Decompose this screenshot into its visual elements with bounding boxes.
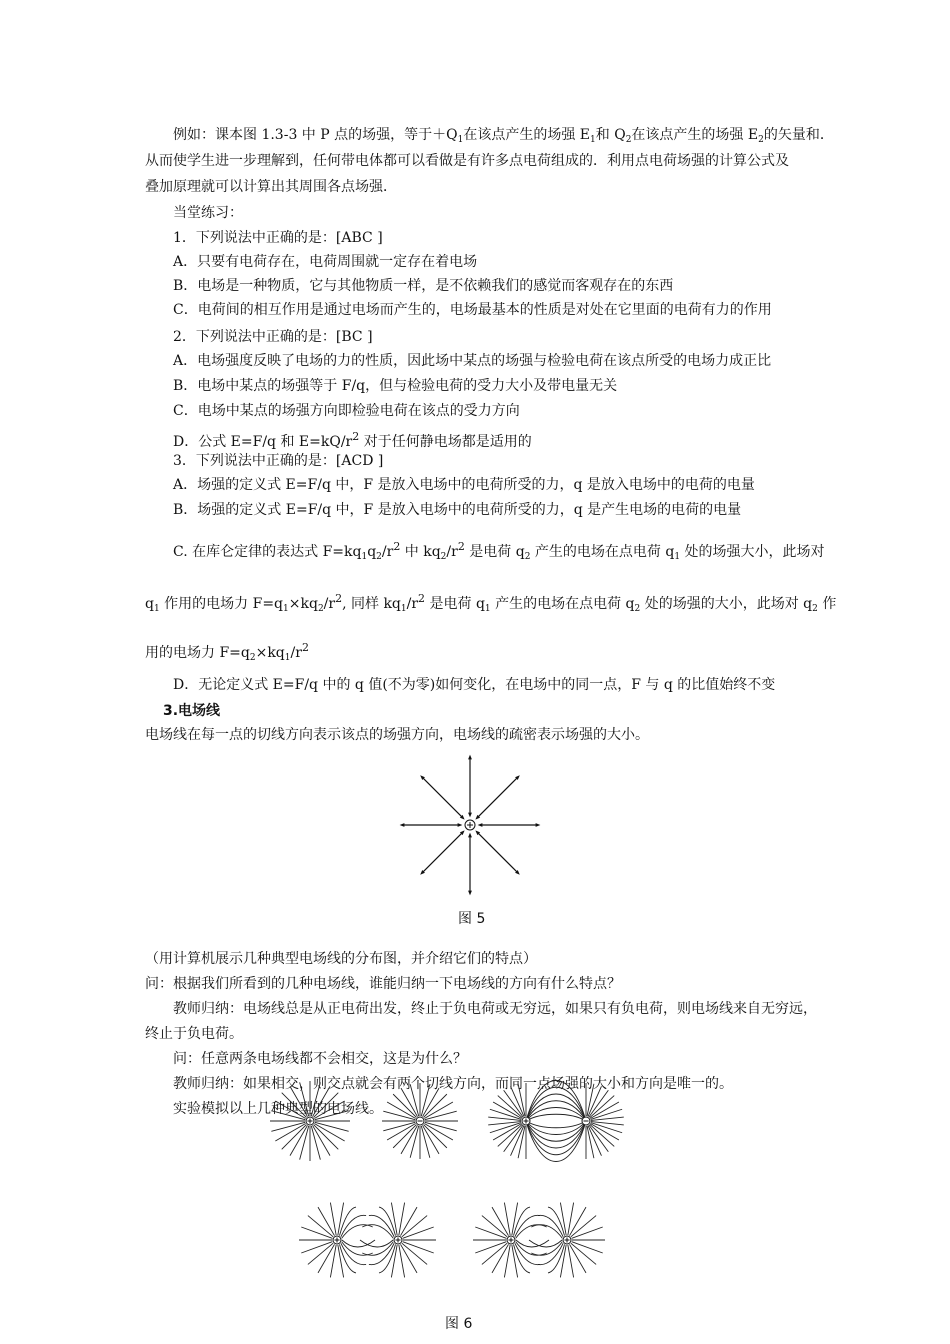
question-3: 3．下列说法中正确的是：[ACD ]: [173, 453, 384, 469]
figure-5-caption: 图 5: [458, 911, 486, 927]
field-line: [282, 1125, 307, 1150]
field-line: [314, 1093, 339, 1118]
discussion-answer-2: 教师归纳：如果相交，则交点就会有两个切线方向，而同一点场强的大小和方向是唯一的。: [173, 1076, 733, 1092]
field-line: [515, 1215, 540, 1236]
question-3-option-a: A．场强的定义式 E=F/q 中，F 是放入电场中的电荷所受的力，q 是放入电场中的电荷的电量: [173, 477, 755, 493]
field-line: [282, 1093, 307, 1118]
question-3-option-d: D．无论定义式 E=F/q 中的 q 值(不为零)如何变化，在电场中的同一点，F 与 q 的比值始终不变: [173, 677, 776, 693]
question-1-option-b: B．电场是一种物质，它与其他物质一样，是不依赖我们的感觉而客观存在的东西: [173, 278, 674, 294]
figure-6-caption: 图 6: [445, 1316, 473, 1332]
section-description: 电场线在每一点的切线方向表示该点的场强方向，电场线的疏密表示场强的大小。: [145, 727, 649, 743]
question-3-option-b: B．场强的定义式 E=F/q 中，F 是放入电场中的电荷所受的力，q 是产生电场的电荷的电量: [173, 502, 742, 518]
field-line: [526, 1114, 586, 1121]
discussion-answer-1: 教师归纳：电场线总是从正电荷出发，终止于负电荷或无穷远，如果只有负电荷，则电场线来自无穷远，: [173, 1001, 817, 1017]
question-2-option-b: B．电场中某点的场强等于 F/q，但与检验电荷的受力大小及带电量无关: [173, 378, 618, 394]
field-line: [529, 1240, 562, 1247]
field-line: [526, 1121, 586, 1128]
practice-heading: 当堂练习：: [173, 205, 243, 221]
field-line: [424, 1094, 447, 1117]
field-line: [538, 1215, 563, 1236]
para1-line3: 叠加原理就可以计算出其周围各点场强．: [145, 179, 397, 195]
section-heading: 3.电场线: [163, 703, 221, 719]
para1-line2: 从而使学生进一步理解到，任何带电体都可以看做是有许多点电荷组成的．利用点电荷场强的计算公式及: [145, 153, 789, 169]
question-1-option-a: A．只要有电荷存在，电荷周围就一定存在着电场: [173, 254, 478, 270]
discussion-answer-1-cont: 终止于负电荷。: [145, 1026, 243, 1042]
para1-line1: 例如：课本图 1.3-3 中 P 点的场强，等于$+Q_1$在该点产生的场强 $E_1$和 $Q_2$在该点产生的场强 $E_2$的矢量和．: [173, 127, 834, 145]
field-line: [526, 1121, 586, 1155]
discussion-question-2: 问：任意两条电场线都不会相交，这是为什么？: [173, 1051, 467, 1067]
question-2: 2．下列说法中正确的是：[BC ]: [173, 329, 373, 345]
field-line: [393, 1094, 416, 1117]
field-line: [424, 1125, 447, 1148]
field-line: [369, 1215, 394, 1236]
question-1-option-c: C．电荷间的相互作用是通过电场而产生的，电场最基本的性质是对处在它里面的电荷有力的作用: [173, 302, 772, 318]
field-line: [516, 1240, 549, 1247]
discussion-line-1: （用计算机展示几种典型电场线的分布图，并介绍它们的特点）: [145, 951, 537, 967]
question-3-option-c-line2: $q_1$ 作用的电场力 $F=q_1\times kq_2/r^2$, 同样 $kq_1/r^2$ 是电荷 $q_1$ 产生的电场在点电荷 $q_2$ 处的场强的大小，此场对 $q_2$ 作: [145, 592, 837, 614]
question-2-option-d: D．公式 E=F/q 和 $E=kQ/r^2$ 对于任何静电场都是适用的: [173, 430, 532, 450]
question-3-option-c-line1: C. 在库仑定律的表达式 $F=kq_1q_2/r^2$ 中 $kq_2/r^2$ 是电荷 $q_2$ 产生的电场在点电荷 $q_1$ 处的场强大小，此场对: [173, 540, 825, 562]
field-line: [526, 1087, 586, 1121]
field-line: [341, 1215, 366, 1236]
question-3-option-c-line3: 用的电场力 $F=q_2\times kq_1/r^2$: [145, 641, 309, 663]
question-2-option-a: A．电场强度反映了电场的力的性质，因此场中某点的场强与检验电荷在该点所受的电场力成正比: [173, 353, 772, 369]
field-line: [526, 1121, 586, 1141]
question-2-option-c: C．电场中某点的场强方向即检验电荷在该点的受力方向: [173, 403, 520, 419]
field-line: [314, 1125, 339, 1150]
question-1: 1．下列说法中正确的是：[ABC ]: [173, 230, 383, 246]
discussion-question-1: 问：根据我们所看到的几种电场线，谁能归纳一下电场线的方向有什么特点？: [145, 976, 621, 992]
field-line: [393, 1125, 416, 1148]
discussion-experiment: 实验模拟以上几种典型的电场线。: [173, 1101, 383, 1117]
field-line: [526, 1101, 586, 1121]
